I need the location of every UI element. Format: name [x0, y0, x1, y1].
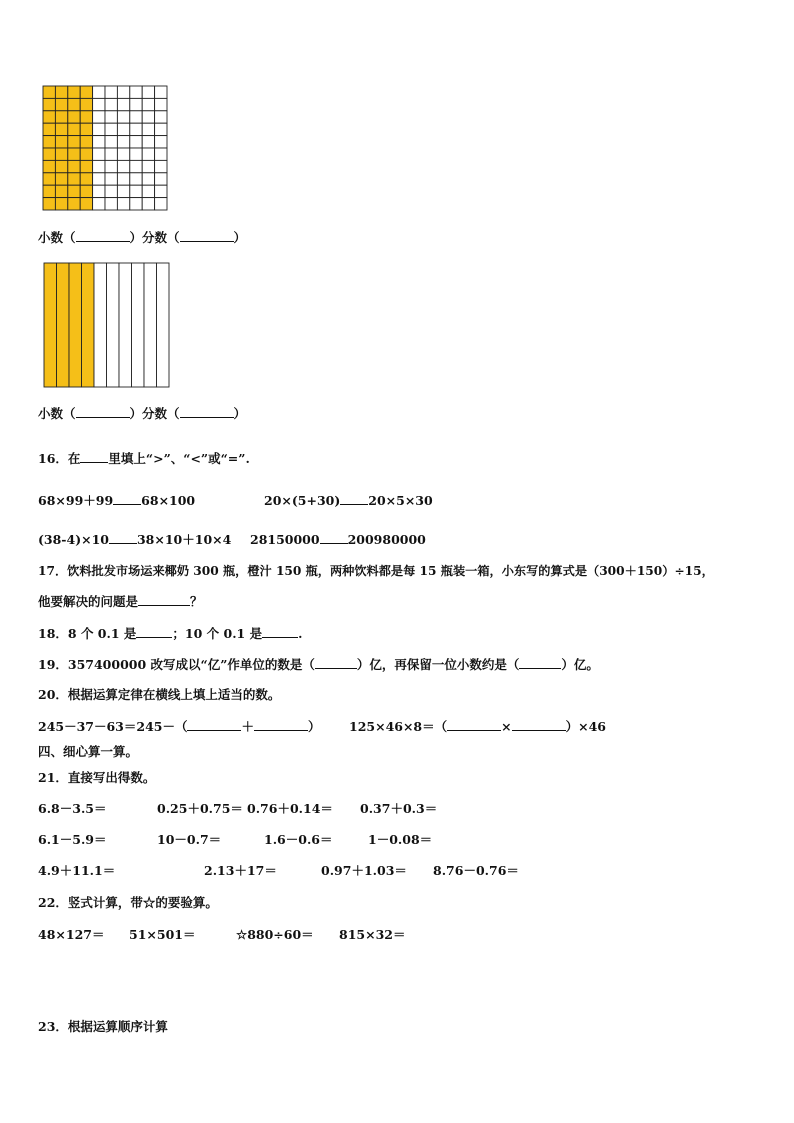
question-17-line-2: 他要解决的问题是 ？ [38, 594, 203, 609]
answer-blank[interactable] [519, 656, 561, 669]
empty-cell [117, 136, 129, 148]
answer-blank[interactable] [447, 718, 501, 731]
empty-cell [105, 173, 117, 185]
empty-cell [142, 98, 154, 110]
empty-cell [130, 123, 142, 135]
shaded-cell [55, 185, 67, 197]
empty-cell [130, 173, 142, 185]
empty-cell [93, 123, 105, 135]
compare-blank[interactable] [80, 450, 108, 463]
empty-cell [117, 148, 129, 160]
empty-cell [142, 111, 154, 123]
empty-cell [142, 86, 154, 98]
empty-cell [130, 136, 142, 148]
empty-cell [105, 136, 117, 148]
shaded-cell [68, 136, 80, 148]
empty-cell [93, 98, 105, 110]
shaded-cell [68, 86, 80, 98]
shaded-cell [68, 123, 80, 135]
empty-cell [130, 198, 142, 210]
empty-cell [117, 111, 129, 123]
compare-blank[interactable] [320, 531, 348, 544]
empty-cell [93, 86, 105, 98]
compare-blank[interactable] [340, 492, 368, 505]
empty-cell [155, 185, 167, 197]
shaded-cell [68, 173, 80, 185]
compare-blank[interactable] [109, 531, 137, 544]
shaded-cell [80, 98, 92, 110]
empty-strip [94, 263, 107, 387]
shaded-cell [80, 123, 92, 135]
shaded-cell [68, 198, 80, 210]
empty-cell [105, 86, 117, 98]
shaded-cell [80, 148, 92, 160]
shaded-cell [43, 185, 55, 197]
empty-cell [142, 173, 154, 185]
answer-blank[interactable] [512, 718, 566, 731]
empty-cell [155, 123, 167, 135]
shaded-strip [44, 263, 57, 387]
shaded-cell [43, 86, 55, 98]
empty-cell [142, 148, 154, 160]
empty-cell [130, 86, 142, 98]
strip-figure [41, 260, 173, 388]
shaded-strip [82, 263, 95, 387]
empty-cell [93, 136, 105, 148]
empty-cell [130, 111, 142, 123]
empty-cell [130, 148, 142, 160]
empty-cell [93, 111, 105, 123]
decimal-answer-blank[interactable] [76, 405, 130, 418]
shaded-cell [55, 136, 67, 148]
shaded-cell [55, 198, 67, 210]
answer-blank[interactable] [187, 718, 241, 731]
empty-cell [142, 185, 154, 197]
shaded-cell [43, 160, 55, 172]
empty-cell [117, 160, 129, 172]
question-23-stem: 23．根据运算顺序计算 [38, 1019, 168, 1034]
fraction-answer-blank[interactable] [180, 405, 234, 418]
empty-cell [117, 198, 129, 210]
shaded-cell [80, 173, 92, 185]
answer-blank[interactable] [254, 718, 308, 731]
shaded-cell [80, 160, 92, 172]
shaded-cell [55, 98, 67, 110]
empty-cell [117, 98, 129, 110]
empty-cell [117, 185, 129, 197]
shaded-cell [43, 148, 55, 160]
empty-cell [105, 148, 117, 160]
shaded-cell [43, 136, 55, 148]
shaded-cell [68, 98, 80, 110]
empty-cell [142, 160, 154, 172]
compare-blank[interactable] [113, 492, 141, 505]
fraction-answer-blank[interactable] [180, 229, 234, 242]
empty-cell [117, 173, 129, 185]
shaded-strip [69, 263, 82, 387]
empty-cell [142, 136, 154, 148]
shaded-cell [55, 173, 67, 185]
empty-cell [93, 160, 105, 172]
empty-cell [93, 198, 105, 210]
empty-cell [105, 98, 117, 110]
empty-cell [105, 111, 117, 123]
shaded-cell [80, 198, 92, 210]
empty-cell [155, 111, 167, 123]
empty-cell [93, 173, 105, 185]
shaded-cell [43, 173, 55, 185]
shaded-cell [55, 86, 67, 98]
decimal-answer-blank[interactable] [76, 229, 130, 242]
empty-cell [155, 98, 167, 110]
empty-cell [155, 148, 167, 160]
empty-cell [142, 198, 154, 210]
shaded-cell [68, 148, 80, 160]
shaded-cell [55, 148, 67, 160]
shaded-cell [68, 185, 80, 197]
shaded-cell [68, 160, 80, 172]
empty-cell [155, 86, 167, 98]
empty-cell [105, 185, 117, 197]
empty-strip [132, 263, 145, 387]
question-17-line-1: 17．饮料批发市场运来椰奶 300 瓶，橙汁 150 瓶，两种饮料都是每 15 瓶装一箱，小东写的算式是（300＋150）÷15， [38, 564, 714, 578]
question-20-stem: 20．根据运算定律在横线上填上适当的数。 [38, 687, 281, 702]
empty-cell [117, 86, 129, 98]
empty-cell [130, 160, 142, 172]
empty-strip [157, 263, 170, 387]
shaded-cell [43, 198, 55, 210]
question-21-stem: 21．直接写出得数。 [38, 770, 156, 785]
empty-cell [155, 198, 167, 210]
empty-cell [155, 173, 167, 185]
question-18: 18．8 个 0.1 是 ；10 个 0.1 是 . [38, 626, 303, 641]
answer-blank[interactable] [262, 625, 298, 638]
shaded-strip [57, 263, 70, 387]
hundred-grid-figure [41, 84, 173, 212]
empty-cell [142, 123, 154, 135]
question-22-stem: 22．竖式计算，带☆的要验算。 [38, 895, 218, 910]
shaded-cell [43, 111, 55, 123]
shaded-cell [80, 111, 92, 123]
empty-cell [155, 160, 167, 172]
question-19: 19．357400000 改写成以“亿”作单位的数是（ ）亿，再保留一位小数约是（ ）亿。 [38, 657, 599, 672]
shaded-cell [43, 123, 55, 135]
shaded-cell [55, 111, 67, 123]
empty-strip [144, 263, 157, 387]
empty-cell [105, 160, 117, 172]
empty-cell [105, 198, 117, 210]
shaded-cell [55, 160, 67, 172]
empty-cell [105, 123, 117, 135]
shaded-cell [80, 136, 92, 148]
answer-blank[interactable] [138, 593, 190, 606]
figure1-caption: 小数（ ）分数（ ） [38, 230, 247, 245]
shaded-cell [43, 98, 55, 110]
empty-cell [130, 185, 142, 197]
figure2-caption: 小数（ ）分数（ ） [38, 406, 247, 421]
empty-cell [93, 148, 105, 160]
empty-strip [119, 263, 132, 387]
empty-strip [107, 263, 120, 387]
shaded-cell [80, 185, 92, 197]
section-heading: 四、细心算一算。 [38, 744, 139, 759]
question-16-stem: 16．在 里填上“>”、“<”或“=”. [38, 451, 250, 466]
empty-cell [93, 185, 105, 197]
answer-blank[interactable] [136, 625, 172, 638]
empty-cell [130, 98, 142, 110]
shaded-cell [55, 123, 67, 135]
empty-cell [117, 123, 129, 135]
empty-cell [155, 136, 167, 148]
shaded-cell [68, 111, 80, 123]
shaded-cell [80, 86, 92, 98]
answer-blank[interactable] [315, 656, 357, 669]
